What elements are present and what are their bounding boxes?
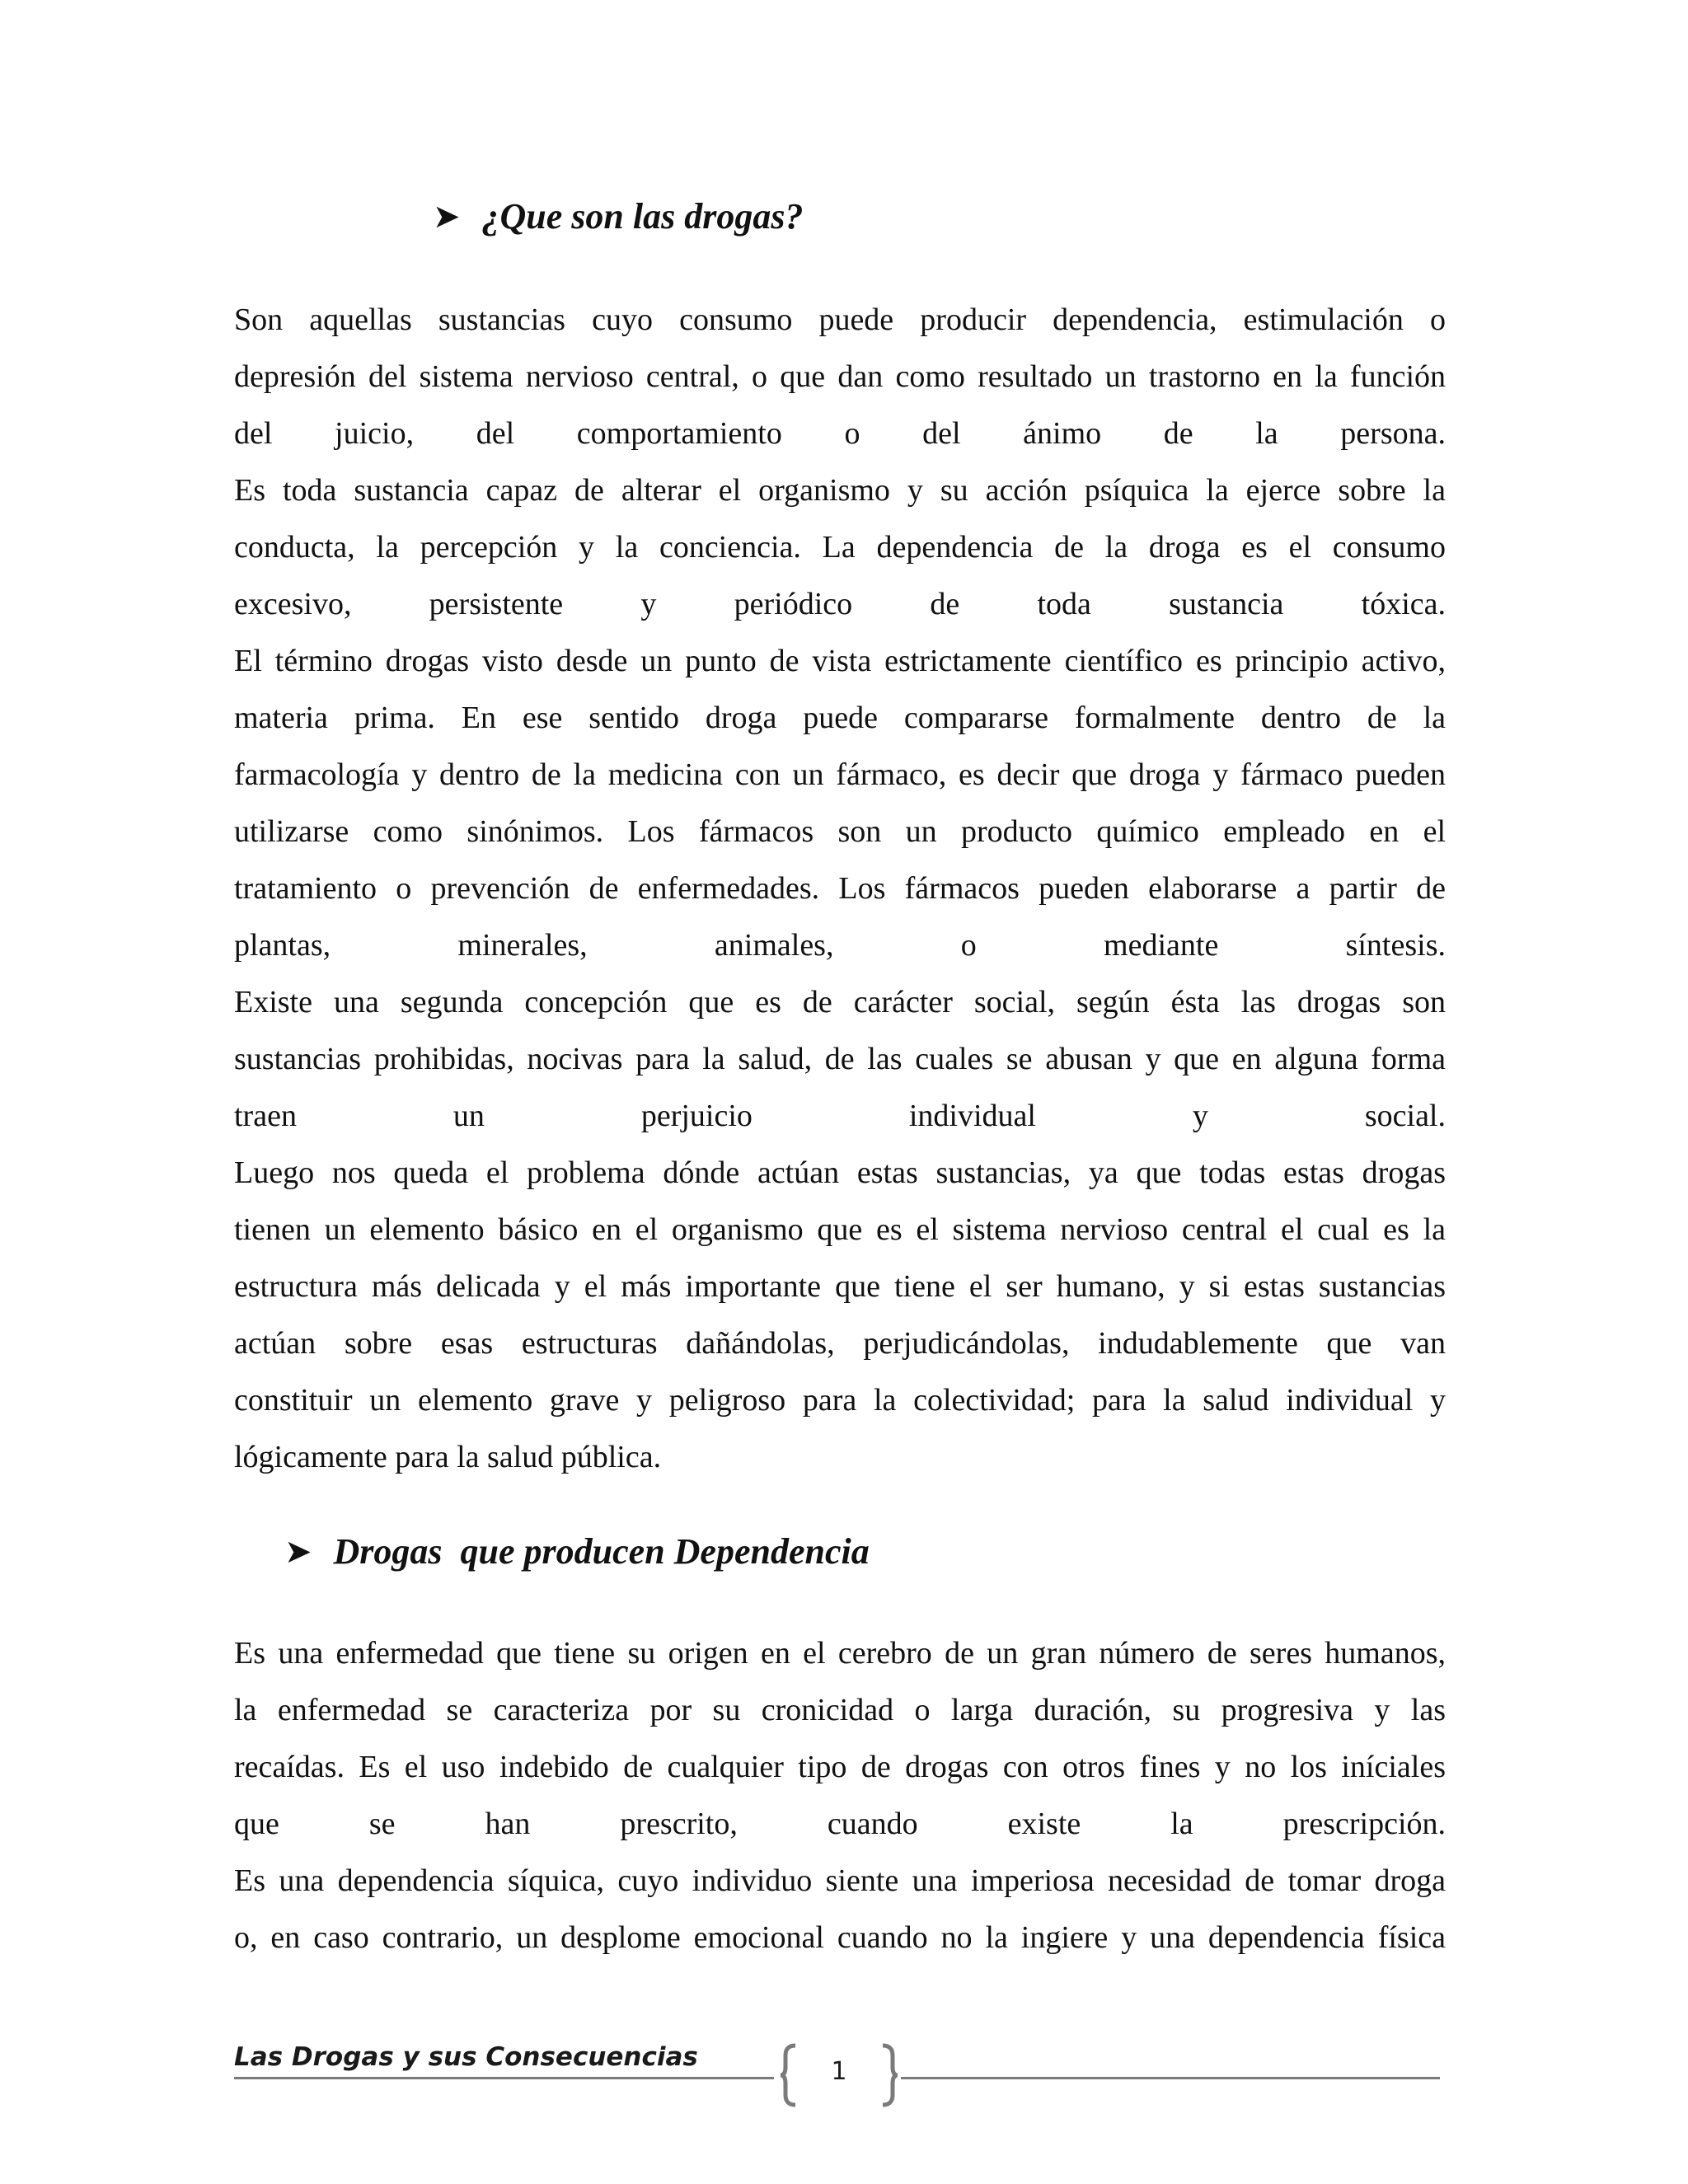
paragraph-line: El término drogas visto desde un punto de vista estrictamente científico es principio activo, [234, 644, 1446, 678]
section-body-que-son-las-drogas [234, 292, 1446, 1486]
paragraph-line: Existe una segunda concepción que es de carácter social, según ésta las drogas son [234, 985, 1446, 1019]
paragraph-line: excesivo, persistente y periódico de toda sustancia tóxica. [234, 587, 1446, 621]
paragraph-line: recaídas. Es el uso indebido de cualquier tipo de drogas con otros fines y no los iníciales [234, 1750, 1446, 1784]
paragraph-line: utilizarse como sinónimos. Los fármacos son un producto químico empleado en el [234, 814, 1446, 849]
section-heading-drogas-dependencia [284, 1531, 870, 1572]
arrowhead-bullet-icon: ➤ [284, 1533, 312, 1571]
paragraph-line: actúan sobre esas estructuras dañándolas, perjudicándolas, indudablemente que van [234, 1326, 1446, 1361]
paragraph-line: Es una dependencia síquica, cuyo individuo siente una imperiosa necesidad de tomar droga [234, 1863, 1446, 1898]
footer-rule-right [901, 2077, 1440, 2079]
paragraph-line: sustancias prohibidas, nocivas para la salud, de las cuales se abusan y que en alguna forma [234, 1042, 1446, 1076]
paragraph-line: tienen un elemento básico en el organismo que es el sistema nervioso central el cual es la [234, 1212, 1446, 1247]
section-title: ¿Que son las drogas? [481, 196, 804, 237]
section-heading-que-son-las-drogas [433, 196, 803, 237]
paragraph-line: del juicio, del comportamiento o del ánimo de la persona. [234, 416, 1446, 451]
paragraph-line: Es toda sustancia capaz de alterar el organismo y su acción psíquica la ejerce sobre la [234, 473, 1446, 508]
paragraph-line: materia prima. En ese sentido droga puede compararse formalmente dentro de la [234, 701, 1446, 735]
paragraph-line: la enfermedad se caracteriza por su cronicidad o larga duración, su progresiva y las [234, 1693, 1446, 1727]
paragraph-line: depresión del sistema nervioso central, o que dan como resultado un trastorno en la función [234, 359, 1446, 394]
paragraph-line: o, en caso contrario, un desplome emocional cuando no la ingiere y una dependencia física [234, 1920, 1446, 1955]
paragraph-line: Luego nos queda el problema dónde actúan estas sustancias, ya que todas estas drogas [234, 1155, 1446, 1190]
footer-rule-left [234, 2077, 774, 2079]
section-title: Drogas que producen Dependencia [333, 1531, 870, 1572]
paragraph-line: Son aquellas sustancias cuyo consumo puede producir dependencia, estimulación o [234, 302, 1446, 337]
paragraph-line: traen un perjuicio individual y social. [234, 1099, 1446, 1133]
paragraph-line: estructura más delicada y el más importante que tiene el ser humano, y si estas sustancias [234, 1269, 1446, 1304]
paragraph-line: lógicamente para la salud pública. [234, 1440, 662, 1474]
paragraph-line: plantas, minerales, animales, o mediante síntesis. [234, 928, 1446, 963]
arrowhead-bullet-icon: ➤ [433, 198, 461, 236]
footer-document-title: Las Drogas y sus Consecuencias [234, 2042, 698, 2072]
footer-page-number-box [779, 2042, 899, 2108]
section-body-drogas-dependencia [234, 1625, 1446, 1966]
paragraph-line: constituir un elemento grave y peligroso para la colectividad; para la salud individual y [234, 1383, 1446, 1418]
paragraph-line: tratamiento o prevención de enfermedades. Los fármacos pueden elaborarse a partir de [234, 871, 1446, 906]
paragraph-line: que se han prescrito, cuando existe la prescripción. [234, 1807, 1446, 1841]
paragraph-line: Es una enfermedad que tiene su origen en el cerebro de un gran número de seres humanos, [234, 1636, 1446, 1671]
paragraph-line: farmacología y dentro de la medicina con un fármaco, es decir que droga y fármaco pueden [234, 757, 1446, 792]
page-number: 1 [831, 2057, 847, 2086]
paragraph-line: conducta, la percepción y la conciencia. La dependencia de la droga es el consumo [234, 530, 1446, 565]
